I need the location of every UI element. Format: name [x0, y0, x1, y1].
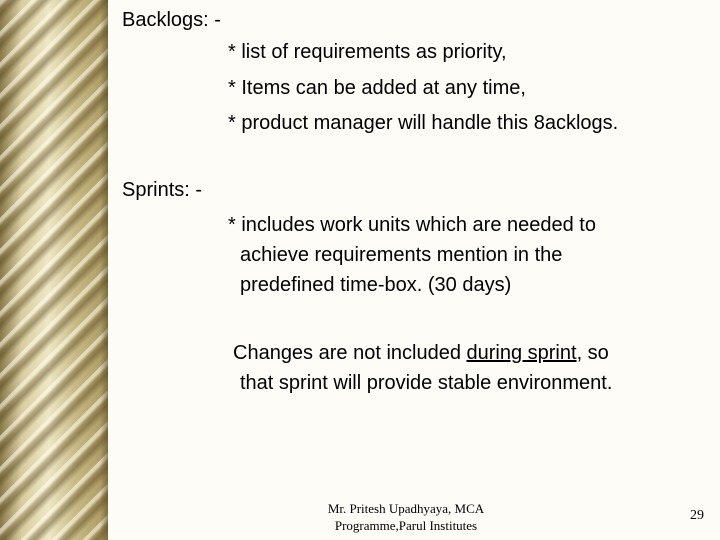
- page-number: 29: [690, 508, 704, 523]
- backlogs-heading: Backlogs: -: [122, 9, 221, 31]
- sprints-item-line-2: achieve requirements mention in the: [240, 244, 563, 266]
- footer-author-line-2: Programme,Parul Institutes: [334, 518, 478, 533]
- note-line-2: that sprint will provide stable environment.: [240, 372, 613, 394]
- footer-author: [300, 500, 512, 534]
- note-line-1: [233, 341, 609, 365]
- sprints-item-line-1: * includes work units which are needed to: [228, 214, 596, 236]
- backlogs-item-1: * list of requirements as priority,: [228, 41, 507, 63]
- note-line-1-end: , so: [576, 342, 609, 364]
- sprints-item-line-3: predefined time-box. (30 days): [240, 274, 512, 296]
- note-line-1-start: Changes are not included: [233, 342, 467, 364]
- sprints-heading: Sprints: -: [122, 179, 203, 201]
- during-sprint-underlined: during sprint: [466, 342, 577, 364]
- footer-author-line-1: Mr. Pritesh Upadhyaya, MCA: [327, 501, 485, 516]
- backlogs-item-3: * product manager will handle this 8acklogs.: [228, 112, 619, 134]
- backlogs-item-2: * Items can be added at any time,: [228, 77, 526, 99]
- decorative-gold-panel: [0, 0, 108, 540]
